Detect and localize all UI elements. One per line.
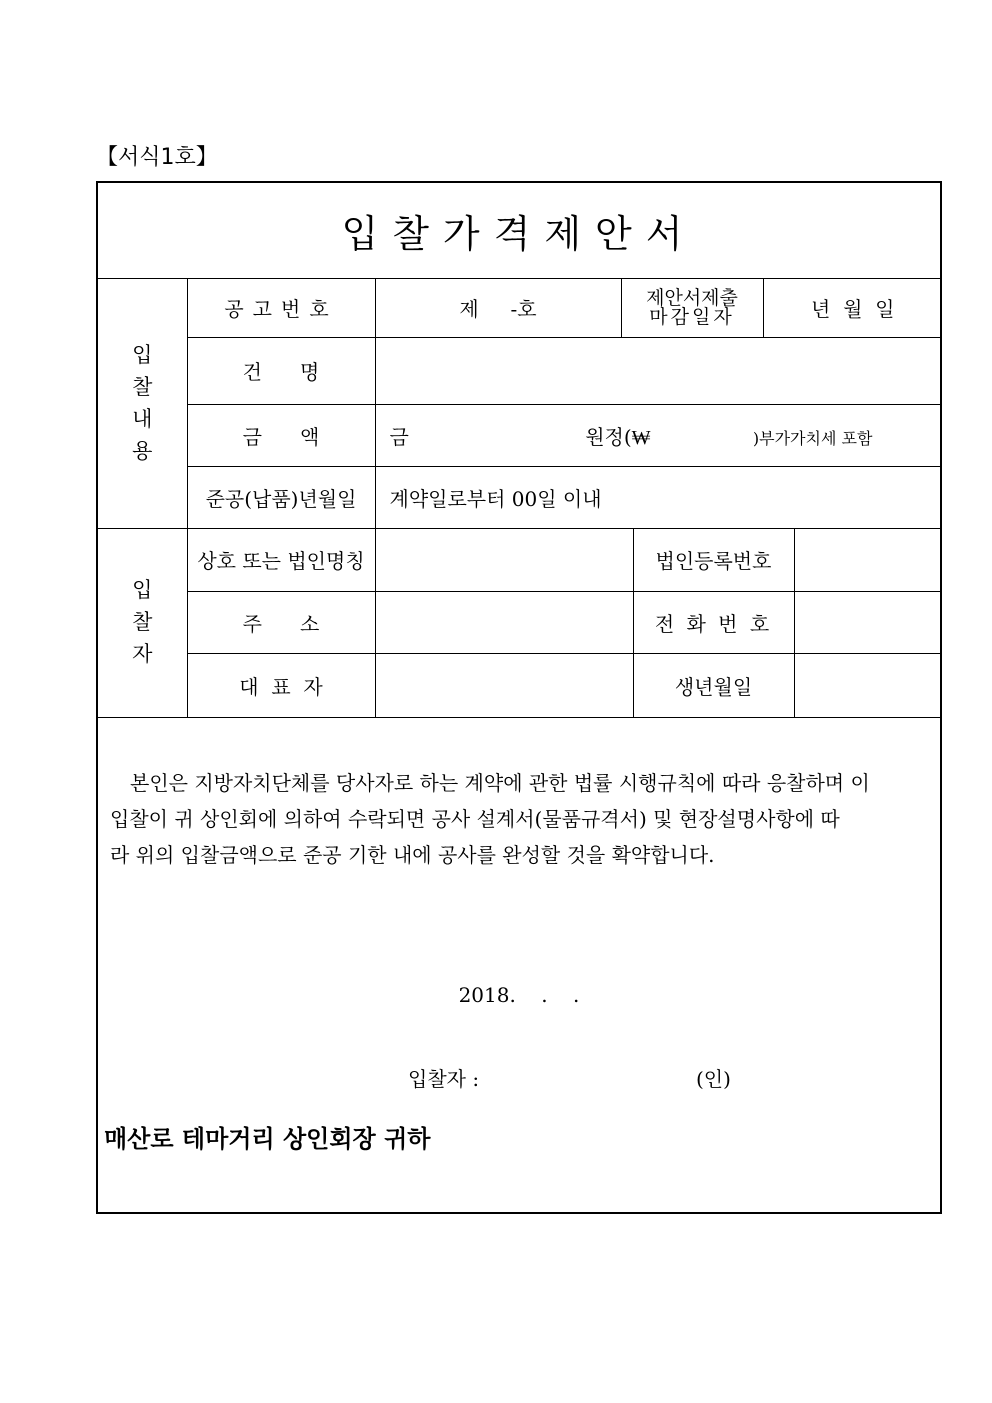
date-line[interactable]: 2018. . . (458, 983, 580, 1007)
project-name-field[interactable] (375, 337, 942, 404)
completion-date-label: 준공(납품)년월일 (187, 466, 375, 528)
birth-date-field[interactable] (794, 653, 942, 717)
deadline-label: 제안서제출 마감일자 (621, 279, 763, 337)
company-name-label: 상호 또는 법인명칭 (187, 528, 375, 591)
address-label: 주 소 (187, 591, 375, 653)
amount-prefix: 금 (389, 424, 409, 449)
form-number-label: 【서식1호】 (96, 145, 218, 170)
phone-label: 전 화 번 호 (633, 591, 794, 653)
form-title: 입찰가격제안서 (98, 183, 940, 279)
address-field[interactable] (375, 591, 633, 653)
project-name-label: 건 명 (187, 337, 375, 404)
addressee: 매산로 테마거리 상인회장 귀하 (104, 1125, 431, 1153)
representative-field[interactable] (375, 653, 633, 717)
bid-content-table (98, 279, 942, 529)
completion-date-field[interactable]: 계약일로부터 00일 이내 (375, 466, 942, 528)
declaration-text (110, 765, 932, 873)
signer-label: 입찰자 : (408, 1067, 480, 1091)
notice-number-label: 공고번호 (187, 279, 375, 337)
declaration-line: 라 위의 입찰금액으로 준공 기한 내에 공사를 완성할 것을 확약합니다. (110, 843, 715, 867)
amount-label: 금 액 (187, 404, 375, 466)
bidder-table (98, 528, 942, 718)
birth-date-label: 생년월일 (633, 653, 794, 717)
bid-price-proposal-form (96, 181, 942, 1214)
declaration-line: 본인은 지방자치단체를 당사자로 하는 계약에 관한 법률 시행규칙에 따라 응찰하며 이 (110, 771, 870, 795)
deadline-field[interactable]: 년 월 일 (763, 279, 942, 337)
seal-label: (인) (696, 1067, 731, 1091)
amount-vat-note: )부가가치세 포함 (752, 428, 873, 448)
amount-unit: 원정(₩ (585, 424, 651, 449)
amount-field[interactable] (375, 404, 942, 466)
representative-label: 대 표 자 (187, 653, 375, 717)
registration-number-field[interactable] (794, 528, 942, 591)
declaration-line: 입찰이 귀 상인회에 의하여 수락되면 공사 설계서(물품규격서) 및 현장설명사항에 따 (110, 807, 840, 831)
bidder-group-label: 입 찰 자 (98, 528, 187, 717)
phone-field[interactable] (794, 591, 942, 653)
notice-number-field[interactable]: 제 -호 (375, 279, 621, 337)
bid-content-group-label: 입 찰 내 용 (98, 279, 187, 528)
company-name-field[interactable] (375, 528, 633, 591)
registration-number-label: 법인등록번호 (633, 528, 794, 591)
